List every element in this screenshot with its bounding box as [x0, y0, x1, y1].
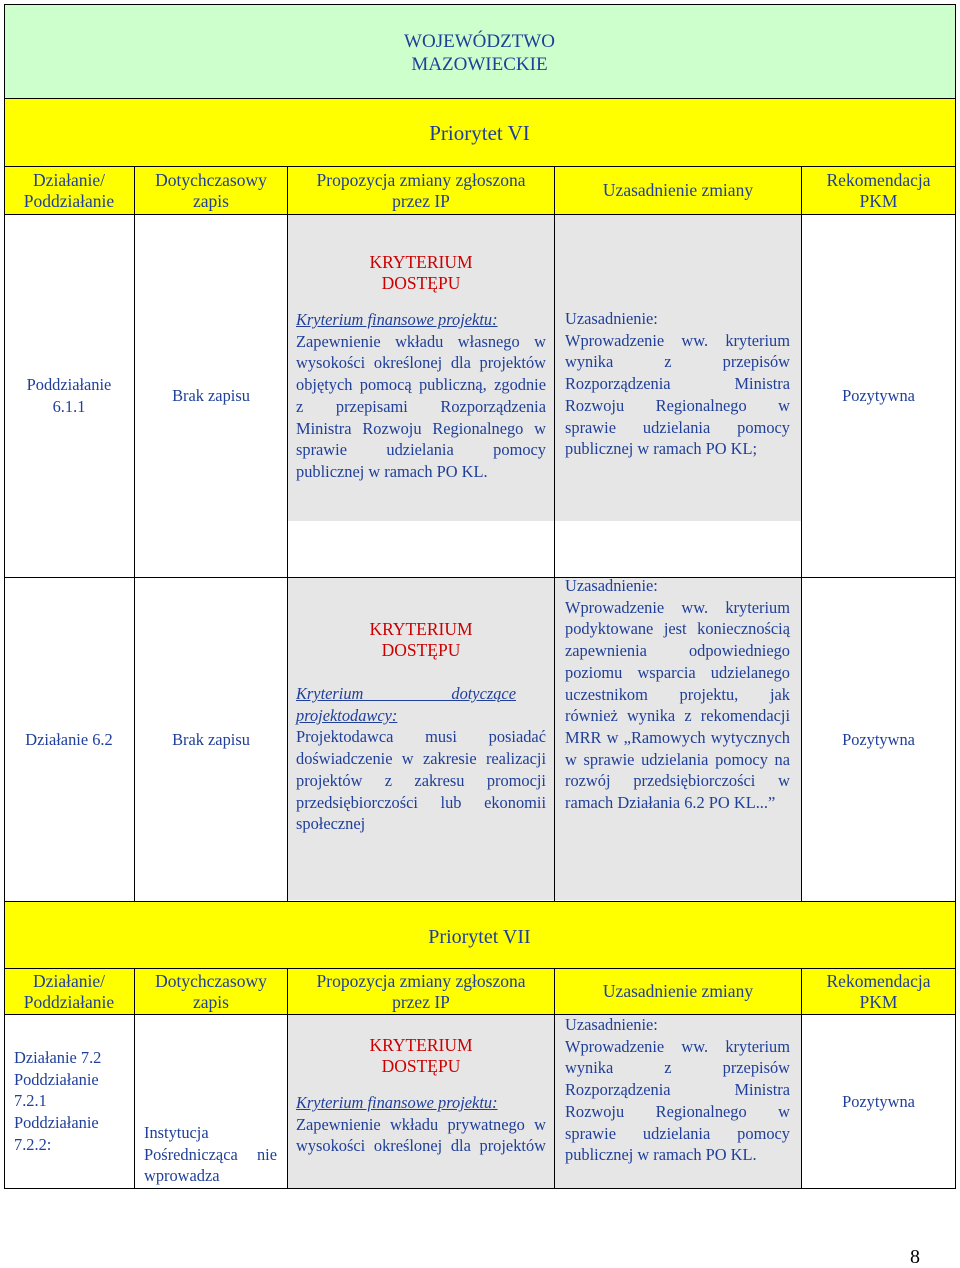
row3-propozycja: [296, 1035, 546, 1157]
row1-kryterium-title: KRYTERIUM DOSTĘPU: [369, 252, 473, 293]
row2-uzasadnienie-text: Wprowadzenie ww. kryterium podyktowane jest koniecznością zapewnienia odpowiedniego poziomu wsparcia udzielanego uczestnikom projektu, jak również wynika z rekomendacji MRR w „Ramowych wytycznych w sprawie udzielania pomocy na rozwój przedsiębiorczości w ramach Działania 6.2 PO KL...”: [565, 597, 790, 813]
header-uzasadnienie-zmiany: Uzasadnienie zmiany: [602, 180, 754, 200]
border: [4, 98, 956, 99]
row3-kryterium-name: Kryterium finansowe projektu:: [296, 1093, 498, 1112]
border: [4, 1188, 956, 1189]
header-dotychczasowy-zapis: Dotychczasowy zapis: [155, 970, 267, 1012]
row3-rekomendacja: Pozytywna: [842, 1091, 915, 1111]
row3-kryterium-title: KRYTERIUM DOSTĘPU: [369, 1035, 473, 1076]
priorytet-vi-title: Priorytet VI: [429, 121, 530, 145]
header-dzialanie: Działanie/ Poddziałanie: [23, 970, 115, 1012]
row3-dzialanie: Działanie 7.2 Poddziałanie 7.2.1 Poddziałanie 7.2.2:: [14, 1048, 102, 1154]
border: [4, 4, 956, 5]
header-dzialanie: Działanie/ Poddziałanie: [23, 169, 115, 211]
row1-uzasadnienie-text: Wprowadzenie ww. kryterium wynika z przepisów Rozporządzenia Ministra Rozwoju Regionalnego w sprawie udzielania pomocy publicznej w ramach PO KL;: [565, 330, 790, 459]
header-rekomendacja: Rekomendacja PKM: [826, 169, 931, 211]
row3-zapis: Instytucja Pośrednicząca nie wprowadza: [144, 1123, 277, 1186]
row2-zapis: Brak zapisu: [172, 729, 250, 749]
region-title: WOJEWÓDZTWO MAZOWIECKIE: [404, 31, 555, 75]
row2-uzasadnienie: [565, 575, 790, 814]
border: [955, 4, 956, 1189]
row2-propozycja: [296, 619, 546, 835]
priorytet-vii-title: Priorytet VII: [428, 926, 531, 948]
row1-propozycja: [296, 252, 546, 483]
row1-zapis: Brak zapisu: [172, 386, 250, 406]
row2-dzialanie: Działanie 6.2: [25, 729, 113, 749]
header-propozycja-zmiany: Propozycja zmiany zgłoszona przez IP: [316, 970, 526, 1012]
row3-kryterium-text: Zapewnienie wkładu prywatnego w wysokości określonej dla projektów: [296, 1114, 546, 1156]
header-propozycja-zmiany: Propozycja zmiany zgłoszona przez IP: [316, 169, 526, 211]
row2-rekomendacja: Pozytywna: [842, 729, 915, 749]
row1-kryterium-name: Kryterium finansowe projektu:: [296, 310, 498, 329]
row2-kryterium-text: Projektodawca musi posiadać doświadczenie w zakresie realizacji projektów z zakresu promocji przedsiębiorczości lub ekonomii społecznej: [296, 727, 546, 834]
row1-rekomendacja: Pozytywna: [842, 386, 915, 406]
row1-uzasadnienie: [565, 308, 790, 460]
header-dotychczasowy-zapis: Dotychczasowy zapis: [155, 169, 267, 211]
border: [287, 166, 288, 902]
page-number: 8: [910, 1246, 920, 1268]
border: [4, 901, 956, 902]
row2-uzasadnienie-label: Uzasadnienie:: [565, 576, 658, 595]
row2-kryterium-name: Kryterium dotyczące projektodawcy:: [296, 684, 516, 725]
header-rekomendacja: Rekomendacja PKM: [826, 970, 931, 1012]
row3-uzasadnienie-text: Wprowadzenie ww. kryterium wynika z przepisów Rozporządzenia Ministra Rozwoju Regionalnego w sprawie udzielania pomocy publicznej w ramach PO KL.: [565, 1036, 790, 1165]
border: [554, 166, 555, 902]
row3-uzasadnienie-label: Uzasadnienie:: [565, 1015, 658, 1034]
row1-kryterium-text: Zapewnienie wkładu własnego w wysokości określonej dla projektów objętych pomocą publiczną, zgodnie z przepisami Rozporządzenia Ministra Rozwoju Regionalnego w sprawie udzielania pomocy publicznej w ramach PO KL.: [296, 331, 546, 481]
row3-uzasadnienie: [565, 1014, 790, 1166]
row1-dzialanie: Poddziałanie 6.1.1: [26, 375, 112, 416]
header-uzasadnienie-zmiany: Uzasadnienie zmiany: [602, 981, 754, 1001]
row2-kryterium-title: KRYTERIUM DOSTĘPU: [369, 619, 473, 660]
row1-uzasadnienie-label: Uzasadnienie:: [565, 309, 658, 328]
